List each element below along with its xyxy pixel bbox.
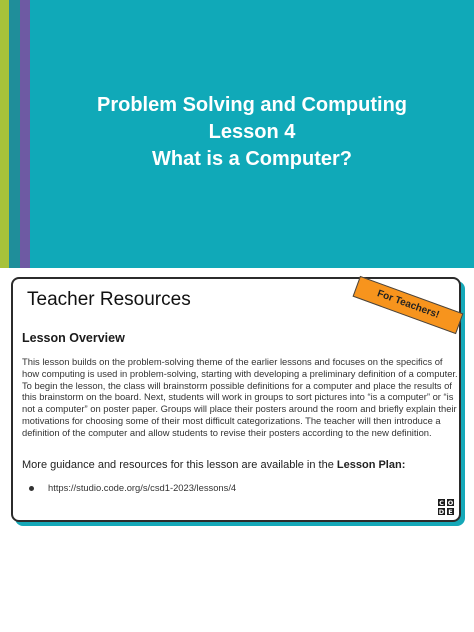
title-line-lesson: Lesson 4 (208, 121, 296, 143)
bullet-icon (29, 486, 34, 491)
more-guidance-prefix: More guidance and resources for this lesson are available in the (22, 459, 337, 471)
accent-stripe-teal (9, 0, 20, 268)
logo-letter-d: D (438, 508, 445, 516)
logo-letter-c: C (437, 498, 446, 507)
resources-card (11, 277, 461, 522)
lesson-overview-heading: Lesson Overview (22, 331, 125, 345)
title-slide (0, 0, 474, 268)
card-title: Teacher Resources (27, 289, 191, 310)
code-logo-icon (437, 498, 455, 516)
title-line-course: Problem Solving and Computing (97, 94, 407, 116)
logo-letter-o: O (447, 499, 454, 507)
resources-slide (0, 268, 474, 632)
title-line-topic: What is a Computer? (151, 148, 352, 170)
for-teachers-badge: For Teachers! (353, 276, 464, 334)
slide-title (30, 92, 474, 173)
lesson-overview-text: This lesson builds on the problem-solving theme of the earlier lessons and focuses on the specifics of how computing is used in problem-solving, starting with developing a preliminary definition of a computer. To begin the lesson, the class will brainstorm possible definitions for a computer and place the results of this brainstorm on the board. Next, students will work in groups to sort pictures into “is a computer” or “is not a computer” on poster paper. Groups will place their posters around the room and briefly explain their motivations for choosing some of their most difficult categorizations. The teacher will then introduce a definition of the computer and allow students to revise their posters according to the new definition. (22, 356, 458, 438)
accent-stripe-purple (20, 0, 30, 268)
lesson-link[interactable]: https://studio.code.org/s/csd1-2023/lessons/4 (48, 482, 237, 493)
accent-stripe-lime (0, 0, 9, 268)
lesson-link-item (29, 482, 236, 493)
lesson-plan-label: Lesson Plan: (336, 459, 406, 471)
logo-letter-e: E (446, 507, 455, 516)
more-guidance-text (22, 459, 458, 471)
